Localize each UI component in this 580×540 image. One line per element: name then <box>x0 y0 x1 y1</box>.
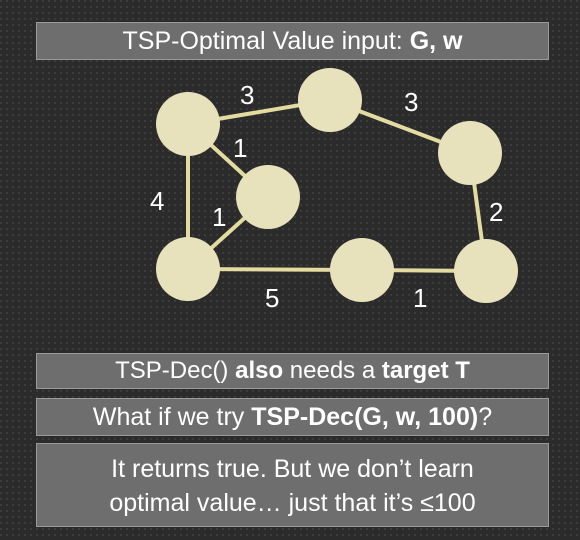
node-1 <box>156 92 220 156</box>
weight-n1-n5: 4 <box>150 186 165 216</box>
node-3 <box>438 121 502 185</box>
weight-n4-n5: 1 <box>212 202 227 232</box>
question-mark: ? <box>478 403 493 431</box>
title-bold-text: G, w <box>409 27 463 55</box>
question-text-a: What if we try <box>92 403 252 431</box>
node-5 <box>156 237 220 301</box>
weight-n1-n2: 3 <box>240 80 255 110</box>
weight-n6-n7: 1 <box>413 283 428 313</box>
target-note-bar <box>36 353 549 389</box>
node-6 <box>330 238 394 302</box>
node-7 <box>454 239 518 303</box>
question-bar <box>36 398 549 436</box>
answer-box <box>36 443 549 527</box>
title-text: TSP-Optimal Value input: <box>122 27 410 55</box>
target-note-target: target T <box>381 357 470 384</box>
node-4 <box>236 165 300 229</box>
target-note-also: also <box>235 357 284 384</box>
weight-n3-n7: 2 <box>489 197 504 227</box>
question-call: TSP-Dec(G, w, 100) <box>251 403 479 431</box>
target-note-text-a: TSP-Dec() <box>115 357 236 384</box>
weight-n2-n3: 3 <box>404 87 419 117</box>
node-2 <box>298 68 362 132</box>
answer-line-1: It returns true. But we don’t learn <box>111 455 474 483</box>
target-note-text-c: needs a <box>283 357 382 384</box>
nodes <box>156 68 518 303</box>
weight-n1-n4: 1 <box>233 133 248 163</box>
answer-line-2: optimal value… just that it’s ≤100 <box>109 489 476 517</box>
weight-n5-n6: 5 <box>265 283 280 313</box>
